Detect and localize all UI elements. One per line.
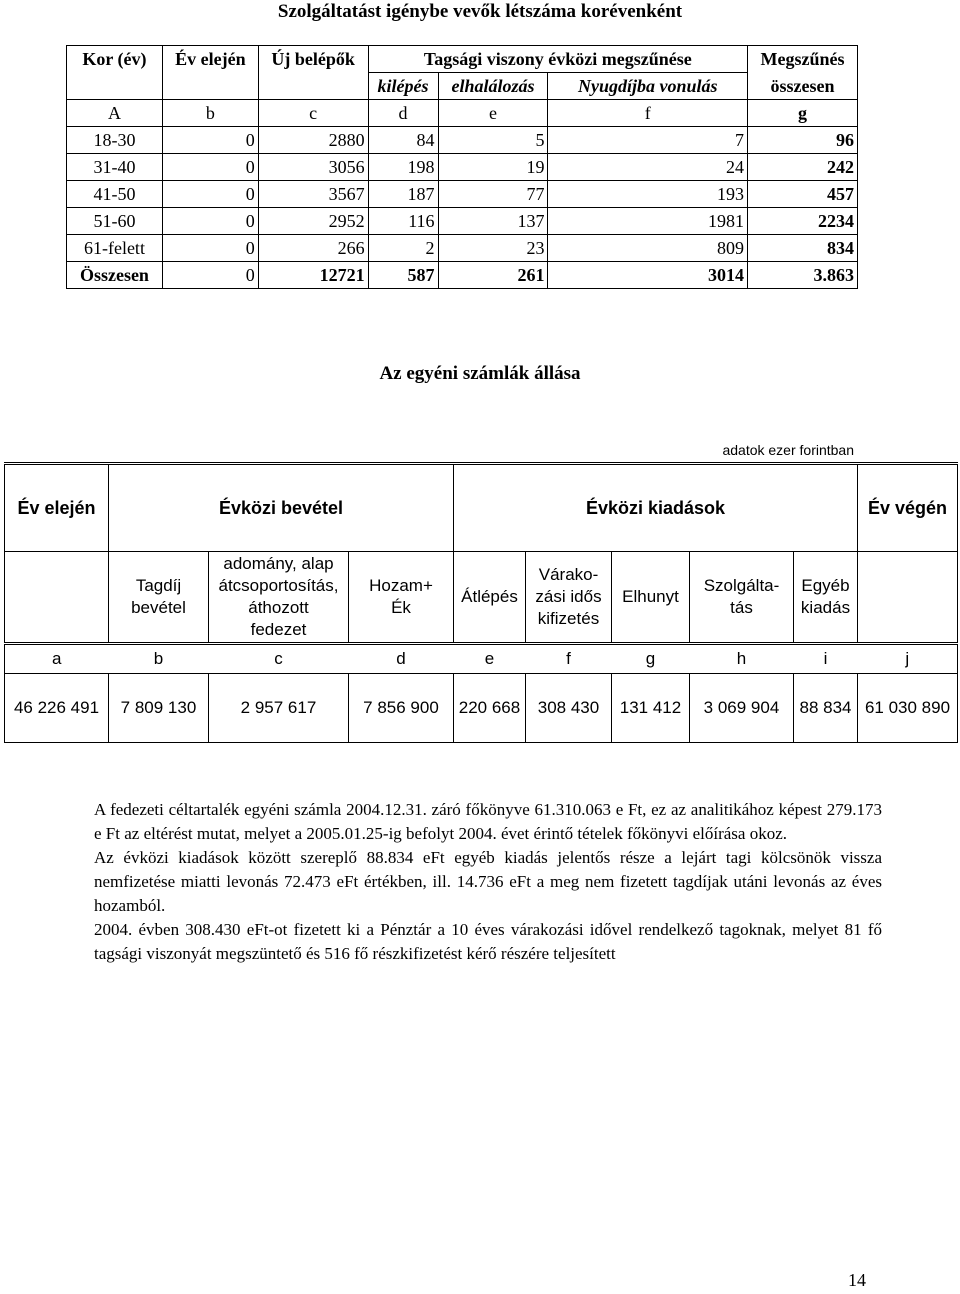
total-cell: 0: [162, 262, 258, 289]
letter-cell: c: [258, 100, 368, 127]
sub-hozam-line: Ék: [391, 598, 411, 617]
letter-cell: c: [209, 644, 349, 674]
header-megszunes: Megszűnés: [748, 46, 858, 73]
value-cell: 0: [162, 208, 258, 235]
sub-hozam: [349, 552, 454, 644]
value-cell: 809: [548, 235, 748, 262]
header-blank: [258, 73, 368, 100]
sub-blank: [858, 552, 958, 644]
value-cell: 77: [438, 181, 548, 208]
note-paragraph: Az évközi kiadások között szereplő 88.834 eFt egyéb kiadás jelentős része a lejárt tagi kölcsönök vissza nemfizetése miatti levonás 72.473 eFt értékben, ill. 14.736 eFt a meg nem fizetett tagdíjak utáni levonás az éves hozamból.: [94, 848, 882, 915]
age-cell: 61-felett: [67, 235, 163, 262]
value-cell: 0: [162, 181, 258, 208]
header-evkozi-bevetel: Évközi bevétel: [109, 464, 454, 552]
value-cell: 266: [258, 235, 368, 262]
letter-cell: a: [5, 644, 109, 674]
value-cell: 3567: [258, 181, 368, 208]
sub-egyeb-line: kiadás: [800, 598, 851, 617]
value-cell: 0: [162, 235, 258, 262]
sub-adomany-line: adomány, alap: [223, 554, 334, 573]
sub-adomany-line: átcsoportosítás,: [218, 576, 339, 595]
value-cell: 2880: [258, 127, 368, 154]
sub-varako-line: zási idős: [535, 587, 602, 606]
sub-elhunyt: Elhunyt: [612, 552, 690, 644]
value-cell: 2952: [258, 208, 368, 235]
value-cell: 116: [368, 208, 438, 235]
sub-varako-line: Várako-: [538, 565, 599, 584]
header-uj-belepok: Új belépők: [258, 46, 368, 73]
letter-cell: e: [438, 100, 548, 127]
table-row: [67, 235, 858, 262]
letter-cell: j: [858, 644, 958, 674]
letter-cell: i: [794, 644, 858, 674]
age-cell: 18-30: [67, 127, 163, 154]
total-cell: 12721: [258, 262, 368, 289]
total-label: Összesen: [67, 262, 163, 289]
value-cell: 187: [368, 181, 438, 208]
value-cell: 24: [548, 154, 748, 181]
letter-cell: e: [454, 644, 526, 674]
letter-cell: A: [67, 100, 163, 127]
letter-cell: f: [548, 100, 748, 127]
value-cell: 61 030 890: [858, 674, 958, 743]
table2-title: Az egyéni számlák állása: [379, 363, 581, 384]
value-cell: 242: [748, 154, 858, 181]
sub-egyeb-line: Egyéb: [801, 576, 850, 595]
sub-adomany: [209, 552, 349, 644]
sub-adomany-line: áthozott: [248, 598, 309, 617]
table-row: [67, 154, 858, 181]
age-cell: 41-50: [67, 181, 163, 208]
header-evkozi-kiadasok: Évközi kiadások: [454, 464, 858, 552]
sub-adomany-line: fedezet: [250, 620, 307, 639]
sub-varakozasi: [526, 552, 612, 644]
header-tagsagi: Tagsági viszony évközi megszűnése: [368, 46, 747, 73]
sub-tagdij-line: Tagdíj: [135, 576, 182, 595]
letter-cell: d: [368, 100, 438, 127]
total-cell: 261: [438, 262, 548, 289]
total-row: [67, 262, 858, 289]
value-cell: 198: [368, 154, 438, 181]
sub-tagdij: [109, 552, 209, 644]
value-cell: 7: [548, 127, 748, 154]
table-row: [67, 208, 858, 235]
letter-cell: b: [162, 100, 258, 127]
value-cell: 131 412: [612, 674, 690, 743]
letter-cell: f: [526, 644, 612, 674]
value-cell: 96: [748, 127, 858, 154]
sub-hozam-line: Hozam+: [369, 576, 433, 595]
age-cell: 31-40: [67, 154, 163, 181]
value-cell: 7 856 900: [349, 674, 454, 743]
individual-accounts-table: [4, 462, 958, 743]
letter-cell: g: [612, 644, 690, 674]
value-cell: 457: [748, 181, 858, 208]
value-cell: 834: [748, 235, 858, 262]
value-cell: 0: [162, 154, 258, 181]
age-cell: 51-60: [67, 208, 163, 235]
header-nyugdijba: Nyugdíjba vonulás: [548, 73, 748, 100]
total-cell: 587: [368, 262, 438, 289]
value-cell: 0: [162, 127, 258, 154]
letter-cell: g: [748, 100, 858, 127]
letter-cell: h: [690, 644, 794, 674]
sub-blank: [5, 552, 109, 644]
value-cell: 308 430: [526, 674, 612, 743]
sub-varako-line: kifizetés: [537, 609, 600, 628]
value-cell: 3 069 904: [690, 674, 794, 743]
units-note: adatok ezer forintban: [722, 442, 854, 458]
sub-szolgaltatas: [690, 552, 794, 644]
header-blank: [67, 73, 163, 100]
value-cell: 1981: [548, 208, 748, 235]
header-ev-elejen: Év elején: [162, 46, 258, 73]
sub-szolg-line: Szolgálta-: [703, 576, 780, 595]
total-cell: 3.863: [748, 262, 858, 289]
header-kor: Kor (év): [67, 46, 163, 73]
header-ev-vegen: Év végén: [858, 464, 958, 552]
table-row: [67, 181, 858, 208]
value-cell: 2: [368, 235, 438, 262]
table-row: [67, 127, 858, 154]
sub-egyeb: [794, 552, 858, 644]
sub-atlepes: Átlépés: [454, 552, 526, 644]
value-cell: 5: [438, 127, 548, 154]
value-cell: 2 957 617: [209, 674, 349, 743]
value-cell: 7 809 130: [109, 674, 209, 743]
sub-szolg-line: tás: [730, 598, 753, 617]
table-row: [5, 674, 958, 743]
value-cell: 19: [438, 154, 548, 181]
value-cell: 46 226 491: [5, 674, 109, 743]
sub-tagdij-line: bevétel: [131, 598, 186, 617]
value-cell: 137: [438, 208, 548, 235]
total-cell: 3014: [548, 262, 748, 289]
letter-cell: b: [109, 644, 209, 674]
members-by-age-table: [66, 45, 858, 289]
page-number: 14: [848, 1270, 866, 1290]
value-cell: 3056: [258, 154, 368, 181]
letter-cell: d: [349, 644, 454, 674]
header-ev-elejen: Év elején: [5, 464, 109, 552]
value-cell: 193: [548, 181, 748, 208]
notes: [94, 798, 882, 966]
header-elhalalozas: elhalálozás: [438, 73, 548, 100]
table1-title: Szolgáltatást igénybe vevők létszáma korévenként: [277, 1, 683, 22]
note-paragraph: A fedezeti céltartalék egyéni számla 2004.12.31. záró főkönyve 61.310.063 e Ft, ez az analitikához képest 279.173 e Ft az eltérést mutat, melyet a 2005.01.25-ig befolyt 2004. évet érintő tételek főkönyvi előírása okoz.: [94, 800, 882, 843]
value-cell: 23: [438, 235, 548, 262]
value-cell: 84: [368, 127, 438, 154]
value-cell: 220 668: [454, 674, 526, 743]
header-osszesen: összesen: [748, 73, 858, 100]
note-paragraph: 2004. évben 308.430 eFt-ot fizetett ki a Pénztár a 10 éves várakozási idővel rendelkező tagoknak, melyet 81 fő tagsági viszonyát megszüntető és 516 fő részkifizetést kérő részére teljesített: [94, 920, 882, 963]
header-kilepes: kilépés: [368, 73, 438, 100]
value-cell: 2234: [748, 208, 858, 235]
header-blank: [162, 73, 258, 100]
value-cell: 88 834: [794, 674, 858, 743]
